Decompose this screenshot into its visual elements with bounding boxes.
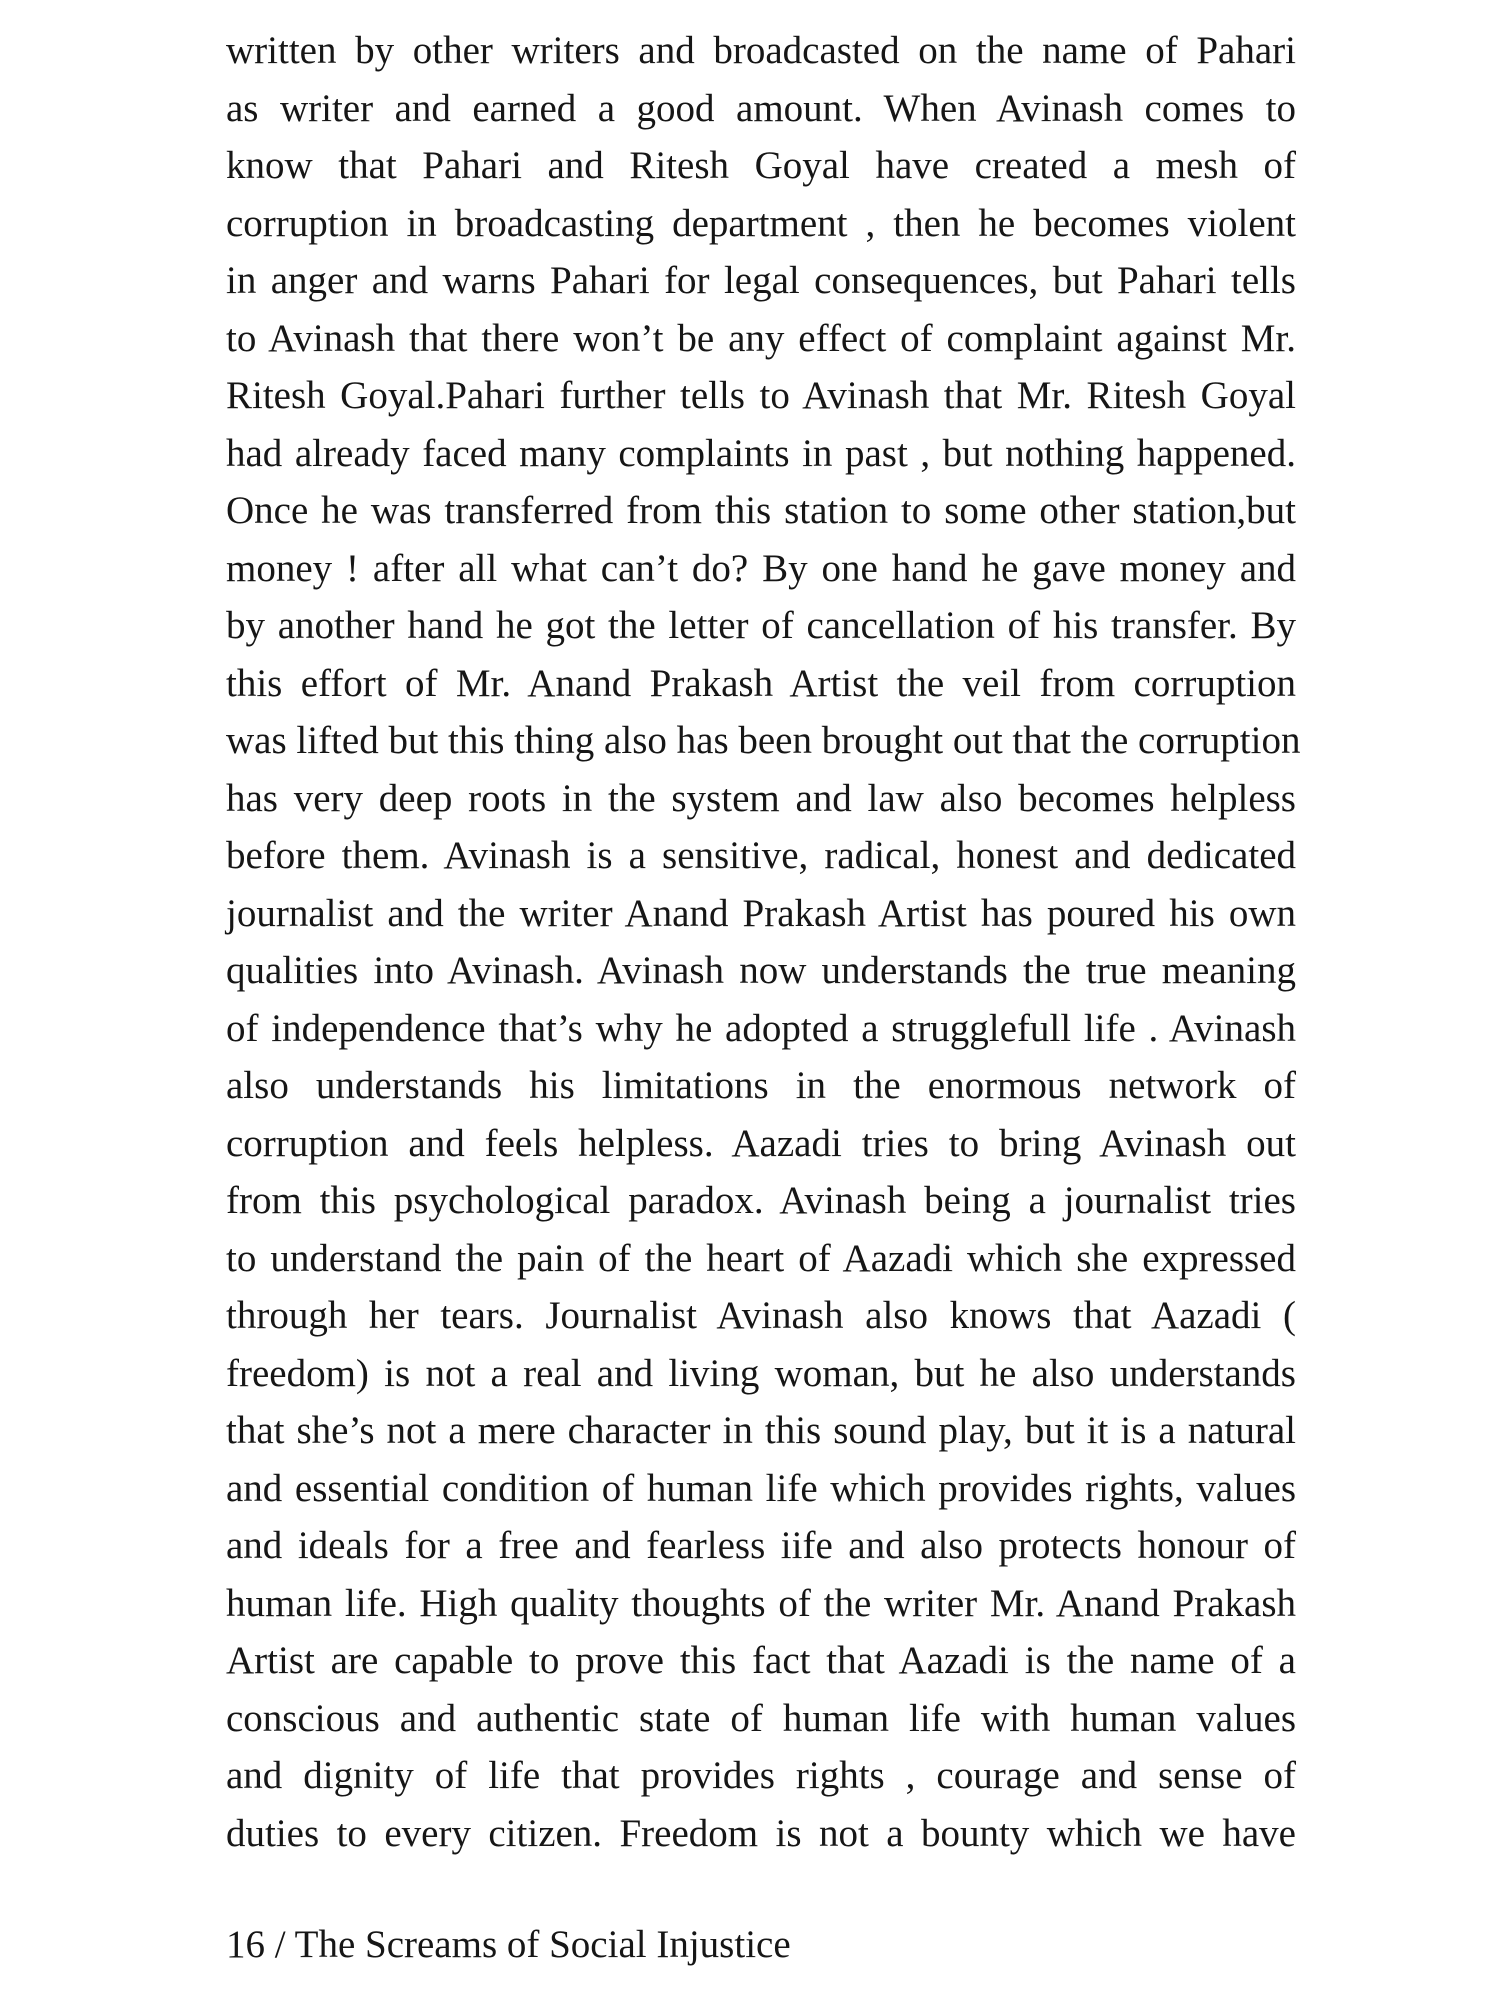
text-line: and ideals for a free and fearless iife and also protects honour of xyxy=(226,1524,1296,1567)
text-line: to understand the pain of the heart of Aazadi which she expressed xyxy=(226,1236,1296,1280)
text-line: journalist and the writer Anand Prakash Artist has poured his own xyxy=(226,891,1296,935)
text-line: in anger and warns Pahari for legal consequences, but Pahari tells xyxy=(226,259,1296,302)
text-line: had already faced many complaints in past , but nothing happened. xyxy=(226,431,1296,475)
text-line: Artist are capable to prove this fact that Aazadi is the name of a xyxy=(226,1639,1296,1682)
text-line: freedom) is not a real and living woman, but he also understands xyxy=(226,1351,1296,1395)
text-line: human life. High quality thoughts of the writer Mr. Anand Prakash xyxy=(226,1581,1296,1625)
text-line: corruption and feels helpless. Aazadi tries to bring Avinash out xyxy=(226,1121,1296,1165)
page-footer: 16 / The Screams of Social Injustice xyxy=(226,1923,791,1966)
text-line: qualities into Avinash. Avinash now understands the true meaning xyxy=(226,949,1296,992)
text-line: by another hand he got the letter of cancellation of his transfer. By xyxy=(226,604,1296,647)
text-line: from this psychological paradox. Avinash being a journalist tries xyxy=(226,1179,1296,1222)
text-line: that she’s not a mere character in this sound play, but it is a natural xyxy=(226,1409,1296,1452)
text-line: conscious and authentic state of human life with human values xyxy=(226,1696,1296,1740)
text-line: corruption in broadcasting department , then he becomes violent xyxy=(226,201,1296,245)
body-text xyxy=(226,22,1301,1862)
text-line: this effort of Mr. Anand Prakash Artist the veil from corruption xyxy=(226,661,1296,705)
text-line: money ! after all what can’t do? By one hand he gave money and xyxy=(226,546,1296,590)
text-line: through her tears. Journalist Avinash also knows that Aazadi ( xyxy=(226,1294,1296,1337)
text-line: written by other writers and broadcasted on the name of Pahari xyxy=(226,29,1296,72)
text-line: duties to every citizen. Freedom is not a bounty which we have xyxy=(226,1811,1296,1855)
text-line: was lifted but this thing also has been brought out that the corruption xyxy=(226,719,1301,762)
text-line: Ritesh Goyal.Pahari further tells to Avinash that Mr. Ritesh Goyal xyxy=(226,374,1296,417)
text-line: before them. Avinash is a sensitive, radical, honest and dedicated xyxy=(226,834,1296,877)
text-line: also understands his limitations in the enormous network of xyxy=(226,1064,1296,1107)
text-line: has very deep roots in the system and law also becomes helpless xyxy=(226,776,1296,820)
text-line: Once he was transferred from this station to some other station,but xyxy=(226,489,1296,532)
text-line: know that Pahari and Ritesh Goyal have created a mesh of xyxy=(226,144,1296,187)
text-line: of independence that’s why he adopted a strugglefull life . Avinash xyxy=(226,1006,1296,1050)
text-line: as writer and earned a good amount. When Avinash comes to xyxy=(226,86,1296,130)
text-line: and dignity of life that provides rights , courage and sense of xyxy=(226,1754,1296,1797)
text-line: and essential condition of human life which provides rights, values xyxy=(226,1466,1296,1510)
text-line: to Avinash that there won’t be any effect of complaint against Mr. xyxy=(226,316,1296,360)
